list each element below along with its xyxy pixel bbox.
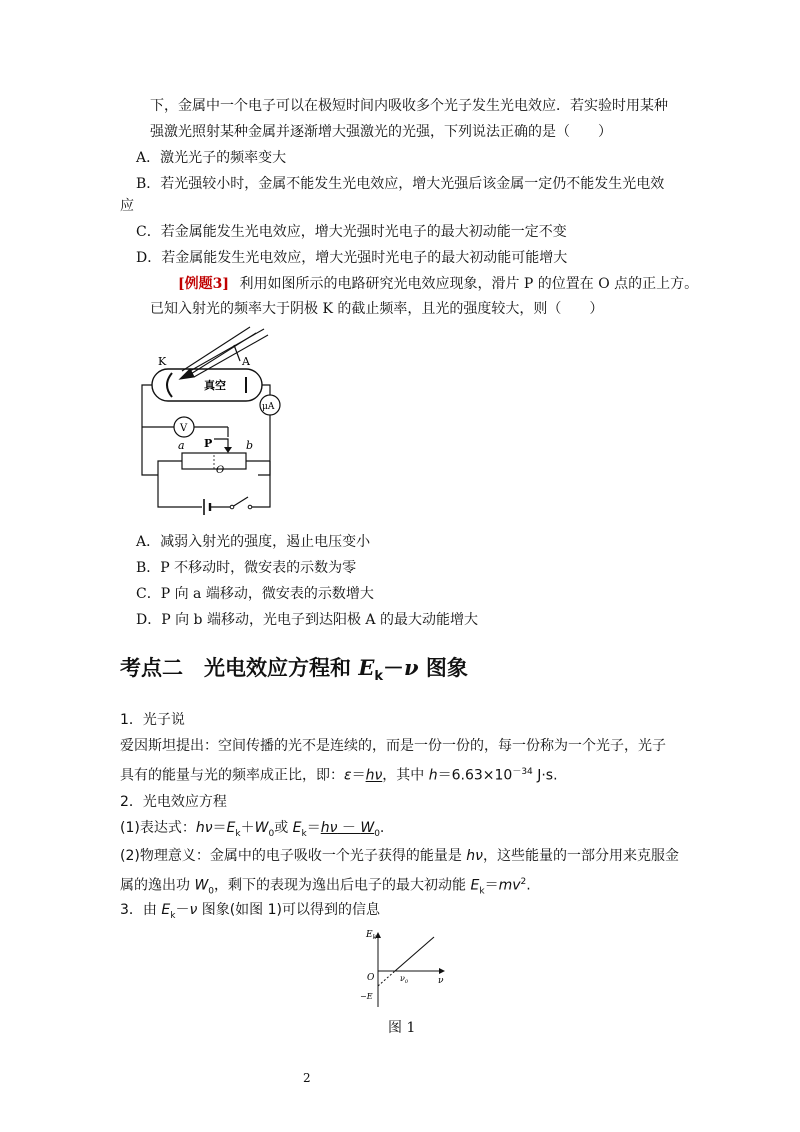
example3-option-c: C．P 向 a 端移动，微安表的示数增大 bbox=[136, 586, 374, 602]
page-number: 2 bbox=[303, 1071, 311, 1085]
label-a: A bbox=[242, 355, 250, 368]
s2-f1-e: E bbox=[226, 820, 236, 836]
example3-option-b: B．P 不移动时，微安表的示数为零 bbox=[136, 560, 357, 576]
s2-heading: 2．光电效应方程 bbox=[120, 794, 227, 810]
s2-f1-02: 0 bbox=[374, 828, 380, 839]
label-p: P bbox=[204, 437, 213, 450]
s1-p2-exp: －34 bbox=[512, 767, 533, 777]
example3-line-2: 已知入射光的频率大于阴极 K 的截止频率，且光的强度较大，则（ ） bbox=[150, 301, 604, 317]
ek-line bbox=[395, 937, 434, 971]
label-vacuum: 真空 bbox=[204, 379, 226, 392]
s2-f1-period: . bbox=[379, 820, 385, 836]
s1-p2-b: ，其中 bbox=[382, 767, 429, 784]
label-v: V bbox=[180, 423, 188, 434]
s2-f3-sq: 2 bbox=[520, 877, 527, 887]
example3-option-d: D．P 向 b 端移动，光电子到达阳极 A 的最大动能增大 bbox=[136, 612, 478, 628]
section-title-e: E bbox=[358, 655, 375, 680]
label-o: O bbox=[216, 465, 225, 476]
nu0-label: $\nu_0$ bbox=[400, 974, 409, 985]
s3-heading-c: 图象(如图 1)可以得到的信息 bbox=[197, 902, 380, 918]
s2-f3-mv: mv bbox=[498, 877, 521, 894]
s2-f1-w: W bbox=[254, 820, 269, 836]
s2-f3-b: ，剩下的表现为逸出后电子的最大初动能 bbox=[214, 877, 471, 894]
s2-f1-underlined bbox=[320, 820, 380, 839]
option-a: A．激光光子的频率变大 bbox=[136, 150, 287, 166]
section-title-suffix: 图象 bbox=[418, 656, 468, 680]
cathode-k bbox=[167, 373, 172, 397]
s2-f3-a: 属的逸出功 bbox=[120, 877, 195, 894]
ek-nu-graph bbox=[356, 925, 456, 1010]
question-line-2: 强激光照射某种金属并逐渐增大强激光的光强，下列说法正确的是（ ） bbox=[150, 124, 612, 140]
s3-heading-dash: － bbox=[175, 902, 190, 918]
origin-label: O bbox=[367, 973, 375, 983]
s2-f1-c: ＋ bbox=[240, 820, 255, 836]
s1-p2-c: ＝6.63×10 bbox=[437, 767, 513, 784]
option-b-wrap: 应 bbox=[120, 198, 134, 214]
s1-paragraph-2 bbox=[120, 762, 558, 786]
s3-heading-e: E bbox=[161, 902, 171, 918]
s2-f1-minus: － bbox=[337, 820, 361, 836]
section-title-dash: － bbox=[382, 656, 404, 680]
s2-f1-d: 或 bbox=[274, 820, 293, 836]
s1-paragraph-1: 爱因斯坦提出：空间传播的光不是连续的，而是一份一份的，每一份称为一个光子，光子 bbox=[120, 738, 666, 754]
s1-p2-hv: hν bbox=[365, 767, 383, 784]
s1-p2-eq: ＝ bbox=[351, 767, 366, 784]
figure-caption: 图 1 bbox=[388, 1020, 416, 1036]
s3-heading-nu: ν bbox=[189, 902, 198, 918]
s2-f1-0: 0 bbox=[268, 828, 275, 839]
section-heading bbox=[120, 652, 468, 684]
s3-heading-a: 3．由 bbox=[120, 902, 162, 918]
option-d: D．若金属能发生光电效应，增大光强时光电子的最大初动能可能增大 bbox=[136, 250, 568, 266]
s1-p2-a: 具有的能量与光的频率成正比，即： bbox=[120, 767, 344, 784]
y-axis-label: $E_k$ bbox=[366, 930, 377, 941]
s2-f2-hv: hν bbox=[466, 848, 483, 864]
s1-p2-eps: ε bbox=[344, 767, 352, 784]
s3-heading-k: k bbox=[170, 910, 176, 921]
option-c: C．若金属能发生光电效应，增大光强时光电子的最大初动能一定不变 bbox=[136, 224, 567, 240]
s2-f3-0: 0 bbox=[208, 886, 215, 897]
ek-line-dashed bbox=[378, 971, 395, 986]
example3-label: [例题3] bbox=[178, 276, 229, 292]
label-a-end: a bbox=[178, 439, 185, 452]
example3-text-1: 利用如图所示的电路研究光电效应现象，滑片 P 的位置在 O 点的正上方。 bbox=[239, 276, 699, 292]
section-title-prefix: 考点二 光电效应方程和 bbox=[120, 656, 359, 680]
s2-f1-hv: hν bbox=[195, 820, 213, 836]
question-line-1: 下，金属中一个电子可以在极短时间内吸收多个光子发生光电效应．若实验时用某种 bbox=[150, 98, 668, 114]
s2-f1-w2: W bbox=[360, 820, 375, 836]
option-b: B．若光强较小时，金属不能发生光电效应，增大光强后该金属一定仍不能发生光电效 bbox=[136, 176, 665, 192]
label-b-end: b bbox=[246, 439, 254, 452]
s2-f1-e2: E bbox=[292, 820, 302, 836]
s2-f2-a: (2)物理意义：金属中的电子吸收一个光子获得的能量是 bbox=[120, 848, 467, 864]
x-axis-label: ν bbox=[438, 976, 444, 986]
example3-line-1 bbox=[178, 274, 698, 294]
s2-f1-a: (1)表达式： bbox=[120, 820, 196, 836]
photoelectric-circuit-diagram bbox=[138, 325, 298, 525]
s1-p2-h: h bbox=[428, 767, 438, 784]
s1-p2-d: J·s. bbox=[532, 767, 558, 784]
section-title-nu: ν bbox=[403, 655, 419, 680]
s2-f3-c: ＝ bbox=[484, 877, 499, 894]
neg-e-label: −E bbox=[360, 992, 373, 1001]
s2-f3-w: W bbox=[194, 877, 209, 894]
s2-f3-e: E bbox=[470, 877, 480, 894]
s2-f2-b: ，这些能量的一部分用来克服金 bbox=[482, 848, 679, 864]
s2-f3-k: k bbox=[479, 886, 485, 897]
s2-meaning-line-2 bbox=[120, 872, 531, 901]
s2-f1-b: ＝ bbox=[212, 820, 227, 836]
label-ua: μA bbox=[262, 402, 275, 412]
example3-option-a: A．减弱入射光的强度，遏止电压变小 bbox=[136, 534, 371, 550]
s2-f1-k2: k bbox=[301, 828, 307, 839]
switch bbox=[232, 497, 248, 507]
section-title-k: k bbox=[374, 669, 383, 685]
s2-formula-line bbox=[120, 818, 384, 844]
s2-f1-k: k bbox=[235, 828, 241, 839]
s2-f1-eq2: ＝ bbox=[306, 820, 321, 836]
s1-heading: 1．光子说 bbox=[120, 712, 185, 728]
s3-heading bbox=[120, 900, 380, 926]
s2-meaning-line-1 bbox=[120, 846, 679, 866]
label-k: K bbox=[158, 355, 167, 368]
s2-f3-d: . bbox=[526, 877, 531, 894]
s2-f1-hv2: hν bbox=[320, 820, 338, 836]
